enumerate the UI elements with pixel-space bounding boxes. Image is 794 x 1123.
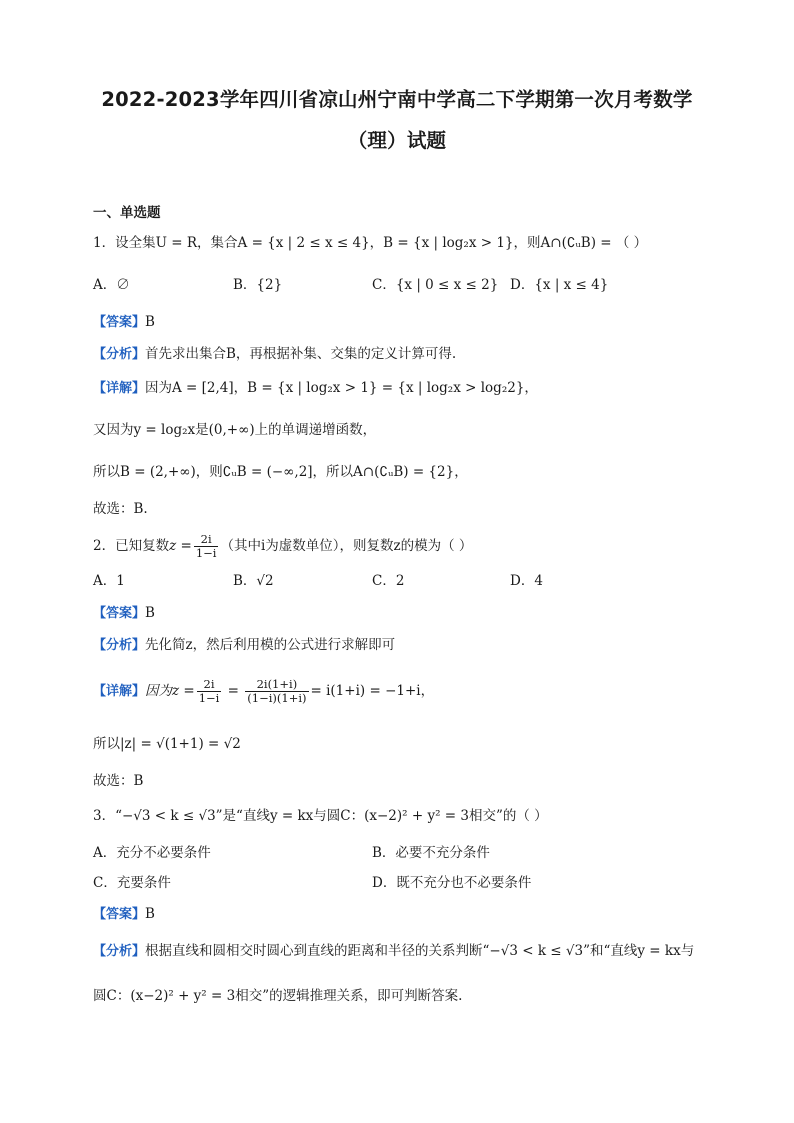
q2-detail-fraction-2-denominator: (1−i)(1+i) — [247, 691, 307, 705]
q1-detail-1 — [93, 378, 538, 399]
q3-analysis-text-1: 根据直线和圆相交时圆心到直线的距离和半径的关系判断“−√3 < k ≤ √3”和“直线y = kx与 — [145, 943, 695, 959]
analysis-tag: 【分析】 — [93, 944, 146, 959]
q1-option-a: A．∅ — [93, 277, 130, 293]
q2-stem-fraction-denominator: 1−i — [195, 546, 217, 560]
answer-tag: 【答案】 — [93, 907, 146, 922]
q2-detail-fraction-2-numerator: 2i(1+i) — [245, 678, 308, 692]
q1-detail-2: 又因为y = log₂x是(0,+∞)上的单调递增函数， — [93, 422, 377, 438]
section-heading: 一、单选题 — [93, 205, 161, 221]
q2-detail-fraction-1 — [197, 678, 222, 705]
q2-analysis — [93, 635, 395, 656]
q1-option-b: B．{2} — [233, 277, 283, 293]
q2-detail-fraction-1-denominator: 1−i — [198, 691, 220, 705]
q3-answer — [93, 904, 155, 925]
detail-tag: 【详解】 — [93, 684, 146, 699]
q1-analysis-text: 首先求出集合B，再根据补集、交集的定义计算可得. — [145, 346, 457, 362]
q2-stem-fraction-numerator: 2i — [194, 533, 219, 547]
q2-detail-post: = i(1+i) = −1+i， — [310, 683, 435, 699]
q2-stem — [93, 533, 472, 560]
q2-detail-2: 所以|z| = √(1+1) = √2 — [93, 736, 241, 752]
q2-number: 2． — [93, 538, 116, 554]
q2-detail-fraction-2 — [245, 678, 308, 705]
detail-tag: 【详解】 — [93, 381, 146, 396]
q1-answer — [93, 312, 155, 333]
q3-stem — [93, 806, 548, 826]
q3-answer-value: B — [145, 906, 155, 922]
q2-option-b: B．√2 — [233, 573, 274, 589]
document-title-line-1: 2022-2023学年四川省凉山州宁南中学高二下学期第一次月考数学 — [101, 88, 693, 111]
q2-detail-pre: 因为z = — [145, 683, 195, 699]
q1-stem — [93, 233, 647, 253]
q1-stem-text: 设全集U = R，集合A = {x | 2 ≤ x ≤ 4}，B = {x | log₂x > 1}，则A∩(∁ᵤB) = （ ） — [115, 235, 648, 251]
q1-number: 1． — [93, 235, 116, 251]
q1-option-d: D．{x | x ≤ 4} — [510, 277, 609, 293]
q3-analysis-1 — [93, 941, 694, 962]
q2-stem-before: 已知复数 — [115, 538, 170, 554]
q2-option-c: C．2 — [372, 573, 405, 589]
q2-answer — [93, 603, 155, 624]
q2-detail-1 — [93, 678, 434, 705]
q3-stem-text: “−√3 < k ≤ √3”是“直线y = kx与圆C：(x−2)² + y² = 3相交”的（ ） — [115, 808, 548, 824]
q2-detail-fraction-1-numerator: 2i — [197, 678, 222, 692]
analysis-tag: 【分析】 — [93, 347, 146, 362]
q3-option-d: D．既不充分也不必要条件 — [372, 875, 532, 891]
q1-analysis — [93, 344, 456, 365]
q2-stem-fraction — [194, 533, 219, 560]
q2-option-a: A．1 — [93, 573, 125, 589]
q2-detail-3: 故选：B — [93, 773, 144, 789]
answer-tag: 【答案】 — [93, 315, 146, 330]
q2-detail-equals: = — [223, 683, 244, 699]
q1-detail-text-1: 因为A = [2,4]，B = {x | log₂x > 1} = {x | log₂x > log₂2}， — [145, 380, 538, 396]
q3-option-a: A．充分不必要条件 — [93, 845, 211, 861]
q2-answer-value: B — [145, 605, 155, 621]
answer-tag: 【答案】 — [93, 606, 146, 621]
q3-option-c: C．充要条件 — [93, 875, 171, 891]
q3-number: 3． — [93, 808, 116, 824]
q3-analysis-2: 圆C：(x−2)² + y² = 3相交”的逻辑推理关系，即可判断答案. — [93, 988, 463, 1004]
q1-detail-4: 故选：B. — [93, 501, 148, 517]
analysis-tag: 【分析】 — [93, 638, 146, 653]
q3-option-b: B．必要不充分条件 — [372, 845, 490, 861]
q2-option-d: D．4 — [510, 573, 543, 589]
q2-stem-z: z = — [169, 538, 192, 554]
q1-detail-3: 所以B = (2,+∞)，则∁ᵤB = (−∞,2]，所以A∩(∁ᵤB) = {2}， — [93, 464, 468, 480]
q1-option-c: C．{x | 0 ≤ x ≤ 2} — [372, 277, 499, 293]
document-title-line-2: （理）试题 — [347, 129, 447, 152]
q2-stem-after: （其中i为虚数单位），则复数z的模为（ ） — [220, 538, 473, 554]
q2-analysis-text: 先化简z，然后利用模的公式进行求解即可 — [145, 637, 396, 653]
q1-answer-value: B — [145, 314, 155, 330]
